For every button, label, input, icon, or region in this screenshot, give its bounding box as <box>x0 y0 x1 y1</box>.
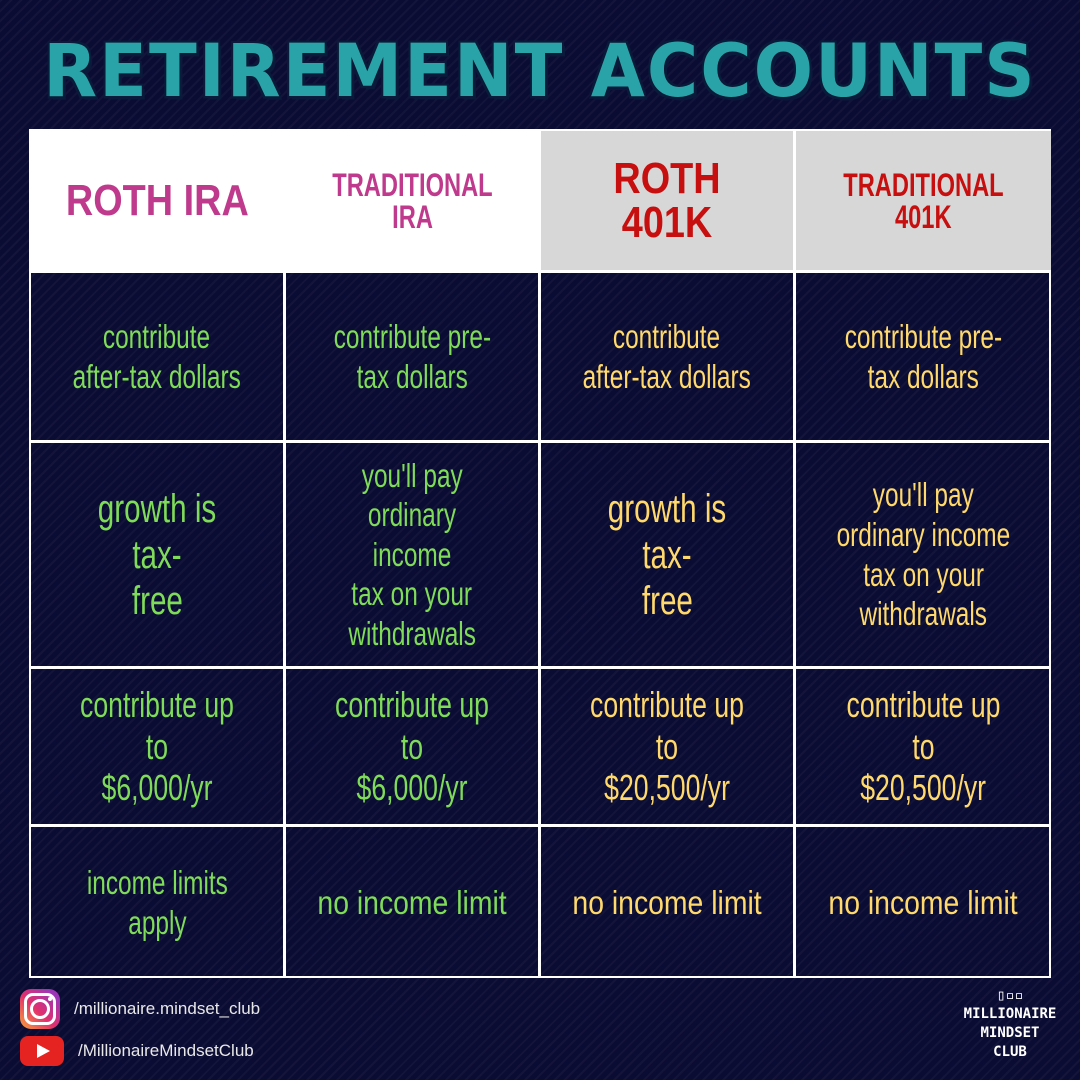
header-roth-ira <box>31 131 286 273</box>
header-label: TRADITIONAL 401K <box>843 166 1004 235</box>
bar-chart-icon: ▯▫▫ <box>996 986 1024 1004</box>
cell-traditional-ira-limit: contribute up to $6,000/yr <box>286 669 541 827</box>
cell-roth-401k-growth: growth is tax- free <box>541 443 796 669</box>
comparison-table <box>29 129 1051 978</box>
cell-traditional-401k-contribution: contribute pre- tax dollars <box>796 273 1051 443</box>
cell-traditional-401k-growth: you'll pay ordinary income tax on your withdrawals <box>796 443 1051 669</box>
header-label: ROTH IRA <box>65 175 249 225</box>
youtube-icon <box>20 1036 64 1066</box>
cell-roth-401k-limit: contribute up to $20,500/yr <box>541 669 796 827</box>
header-label: ROTH 401K <box>613 153 721 247</box>
cell-roth-ira-income: income limits apply <box>31 827 286 978</box>
instagram-handle: /millionaire.mindset_club <box>74 999 261 1018</box>
cell-traditional-ira-contribution: contribute pre- tax dollars <box>286 273 541 443</box>
header-label: TRADITIONAL IRA <box>331 166 493 235</box>
cell-roth-401k-income: no income limit <box>541 827 796 978</box>
instagram-link[interactable] <box>20 989 260 1029</box>
cell-traditional-401k-limit: contribute up to $20,500/yr <box>796 669 1051 827</box>
cell-traditional-401k-income: no income limit <box>828 883 1019 921</box>
header-roth-401k <box>541 131 796 273</box>
instagram-icon <box>20 989 60 1029</box>
cell-roth-ira-limit: contribute up to $6,000/yr <box>31 669 286 827</box>
cell-roth-ira-growth: growth is tax- free <box>31 443 286 669</box>
header-traditional-ira <box>286 131 541 273</box>
youtube-link[interactable] <box>20 1036 254 1066</box>
cell-roth-ira-contribution: contribute after-tax dollars <box>31 273 286 443</box>
brand-logo: ▯▫▫ MILLIONAIRE MINDSET CLUB <box>950 986 1070 1062</box>
cell-traditional-ira-growth: you'll pay ordinary income tax on your withdrawals <box>286 443 541 669</box>
header-traditional-401k <box>796 131 1051 273</box>
youtube-handle: /MillionaireMindsetClub <box>78 1041 254 1060</box>
page-title: RETIREMENT ACCOUNTS <box>43 27 1037 115</box>
cell-roth-401k-contribution: contribute after-tax dollars <box>541 273 796 443</box>
cell-traditional-ira-income: no income limit <box>286 827 541 978</box>
